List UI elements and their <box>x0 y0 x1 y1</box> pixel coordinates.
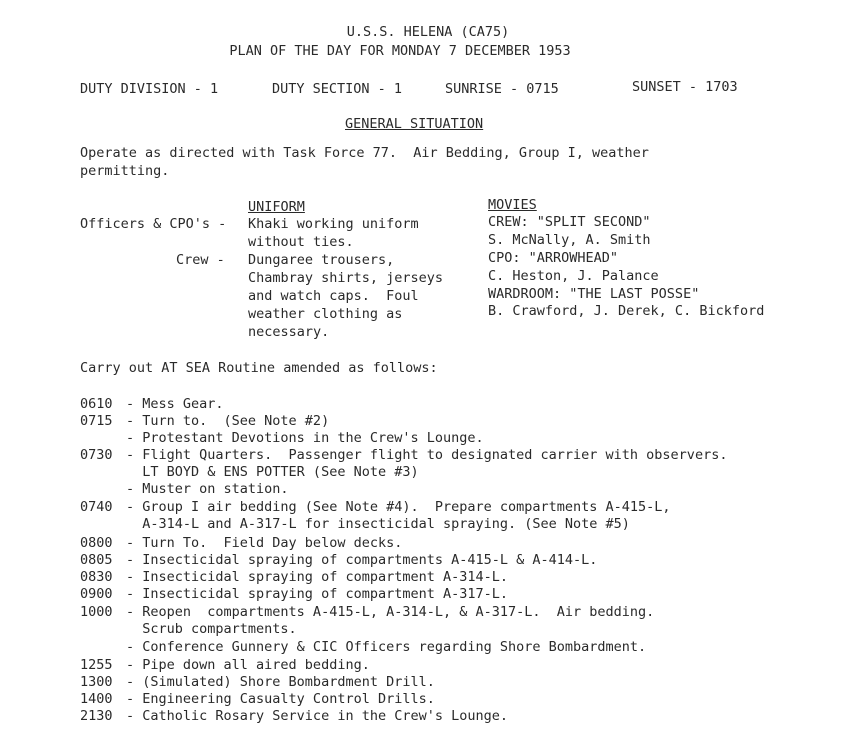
schedule-row <box>80 586 508 602</box>
uniform-crew-line: Dungaree trousers, <box>248 252 395 268</box>
schedule-text: - Turn to. (See Note #2) <box>126 413 330 429</box>
uniform-officers-line: without ties. <box>248 234 354 250</box>
schedule-text: - Muster on station. <box>126 481 289 497</box>
schedule-row <box>80 499 671 515</box>
movie-cpo-title: CPO: "ARROWHEAD" <box>488 250 619 266</box>
routine-intro: Carry out AT SEA Routine amended as follows: <box>80 360 438 376</box>
schedule-row <box>80 691 435 707</box>
schedule-row <box>80 447 727 463</box>
uniform-crew-label: Crew - <box>176 252 225 268</box>
schedule-time: 0610 <box>80 396 113 412</box>
schedule-row <box>80 674 435 690</box>
schedule-text: Scrub compartments. <box>126 621 297 637</box>
schedule-text: - Group I air bedding (See Note #4). Prepare compartments A-415-L, <box>126 499 671 515</box>
schedule-text: - Catholic Rosary Service in the Crew's Lounge. <box>126 708 509 724</box>
schedule-row <box>80 569 508 585</box>
schedule-text: - Conference Gunnery & CIC Officers regarding Shore Bombardment. <box>126 639 647 655</box>
schedule-time: 1300 <box>80 674 113 690</box>
schedule-time: 0730 <box>80 447 113 463</box>
movie-crew-cast: S. McNally, A. Smith <box>488 232 651 248</box>
schedule-row <box>80 481 289 497</box>
schedule-row <box>80 396 224 412</box>
general-situation-heading: GENERAL SITUATION <box>345 116 484 132</box>
schedule-text: - Reopen compartments A-415-L, A-314-L, & A-317-L. Air bedding. <box>126 604 655 620</box>
schedule-text: - Protestant Devotions in the Crew's Lounge. <box>126 430 484 446</box>
duty-section: DUTY SECTION - 1 <box>272 81 403 97</box>
schedule-row <box>80 708 508 724</box>
plan-of-day-title: PLAN OF THE DAY FOR MONDAY 7 DECEMBER 1953 <box>229 43 571 59</box>
uniform-crew-line: necessary. <box>248 324 330 340</box>
schedule-time: 0900 <box>80 586 113 602</box>
schedule-row <box>80 639 646 655</box>
schedule-text: - Pipe down all aired bedding. <box>126 657 370 673</box>
schedule-text: - Insecticidal spraying of compartments A-415-L & A-414-L. <box>126 552 598 568</box>
schedule-text: LT BOYD & ENS POTTER (See Note #3) <box>126 464 419 480</box>
schedule-row <box>80 430 484 446</box>
schedule-time: 1255 <box>80 657 113 673</box>
schedule-row <box>80 516 630 532</box>
general-line-1: Operate as directed with Task Force 77. Air Bedding, Group I, weather <box>80 145 649 161</box>
schedule-time: 0740 <box>80 499 113 515</box>
uniform-heading: UNIFORM <box>248 199 305 215</box>
schedule-time: 1000 <box>80 604 113 620</box>
movie-wardroom-title: WARDROOM: "THE LAST POSSE" <box>488 286 700 302</box>
ship-title: U.S.S. HELENA (CA75) <box>346 24 510 40</box>
schedule-row <box>80 657 370 673</box>
movie-wardroom-cast: B. Crawford, J. Derek, C. Bickford <box>488 303 765 319</box>
duty-division: DUTY DIVISION - 1 <box>80 81 219 97</box>
schedule-text: - (Simulated) Shore Bombardment Drill. <box>126 674 435 690</box>
schedule-row <box>80 604 654 620</box>
movie-crew-title: CREW: "SPLIT SECOND" <box>488 214 651 230</box>
sunset: SUNSET - 1703 <box>632 79 738 95</box>
uniform-crew-line: Chambray shirts, jerseys <box>248 270 444 286</box>
schedule-row <box>80 621 297 637</box>
sunrise: SUNRISE - 0715 <box>445 81 559 97</box>
movie-cpo-cast: C. Heston, J. Palance <box>488 268 659 284</box>
schedule-text: - Mess Gear. <box>126 396 224 412</box>
schedule-text: A-314-L and A-317-L for insecticidal spraying. (See Note #5) <box>126 516 630 532</box>
schedule-text: - Engineering Casualty Control Drills. <box>126 691 435 707</box>
uniform-officers-line: Khaki working uniform <box>248 216 419 232</box>
schedule-text: - Insecticidal spraying of compartment A-314-L. <box>126 569 509 585</box>
uniform-crew-line: weather clothing as <box>248 306 403 322</box>
schedule-time: 0715 <box>80 413 113 429</box>
schedule-row <box>80 552 597 568</box>
schedule-time: 2130 <box>80 708 113 724</box>
schedule-row <box>80 413 329 429</box>
uniform-officers-label: Officers & CPO's - <box>80 216 227 232</box>
schedule-time: 0805 <box>80 552 113 568</box>
schedule-time: 1400 <box>80 691 113 707</box>
schedule-row <box>80 464 419 480</box>
general-line-2: permitting. <box>80 163 170 179</box>
uniform-crew-line: and watch caps. Foul <box>248 288 419 304</box>
schedule-time: 0800 <box>80 535 113 551</box>
schedule-time: 0830 <box>80 569 113 585</box>
movies-heading: MOVIES <box>488 197 537 213</box>
schedule-row <box>80 535 402 551</box>
schedule-text: - Flight Quarters. Passenger flight to designated carrier with observers. <box>126 447 728 463</box>
schedule-text: - Turn To. Field Day below decks. <box>126 535 403 551</box>
schedule-text: - Insecticidal spraying of compartment A-317-L. <box>126 586 509 602</box>
